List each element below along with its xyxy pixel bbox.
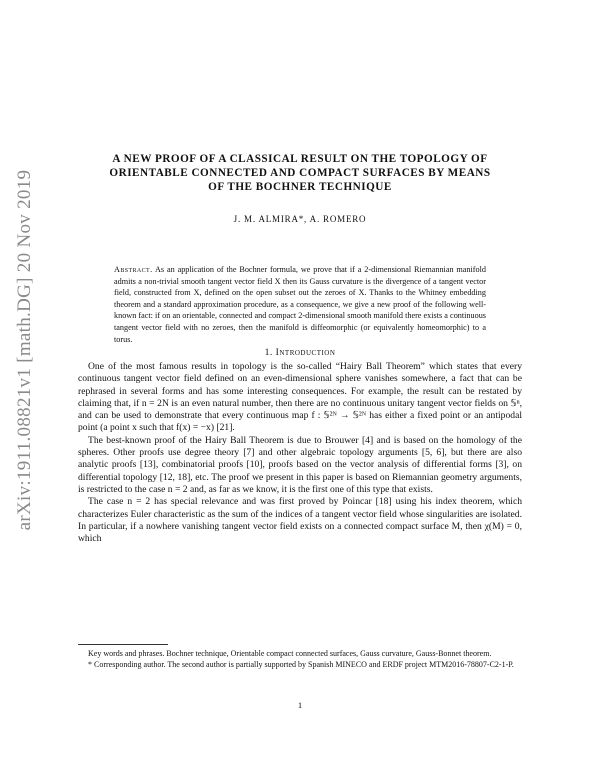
page-number: 1 bbox=[297, 700, 303, 710]
abstract-label: Abstract. bbox=[114, 265, 153, 274]
arxiv-identifier: arXiv:1911.08821v1 [math.DG] 20 Nov 2019 bbox=[14, 169, 35, 531]
authors: J. M. ALMIRA*, A. ROMERO bbox=[233, 214, 367, 224]
section-title: Introduction bbox=[275, 347, 336, 358]
footnote: * Corresponding author. The second author is partially supported by Spanish MINECO and ERDF project MTM2016-78807-C2-1-P. bbox=[88, 660, 514, 669]
paper-title bbox=[78, 152, 522, 194]
title-line: A NEW PROOF OF A CLASSICAL RESULT ON THE TOPOLOGY OF bbox=[112, 153, 488, 165]
abstract-text: As an application of the Bochner formula, we prove that if a 2-dimensional Riemannian manifold admits a non-trivial smooth tangent vector field X then its Gauss curvature is the divergence of a tangent vector field, constructed from X, defined on the open subset out the zeroes of X. Thanks to the Whitney embedding theorem and a standard approximation procedure, as a consequence, we give a new proof of the following well-known fact: if on an orientable, connected and compact 2-dimensional smooth manifold there exists a continuous tangent vector field with no zeroes, then the manifold is diffeomorphic (or equivalently homeomorphic) to a torus. bbox=[114, 265, 486, 344]
footnote-divider bbox=[78, 644, 168, 645]
body-text bbox=[78, 361, 522, 545]
arxiv-stamp bbox=[12, 170, 38, 530]
paragraph: The best-known proof of the Hairy Ball Theorem is due to Brouwer [4] and is based on the homology of the spheres. Other proofs use degree theory [7] and other algebraic topology arguments [5, 6], but there are also analytic proofs [13], combinatorial proofs [10], proofs based on the vector analysis of differential forms [3], on differential topology [12, 18], etc. The proof we present in this paper is based on Riemannian geometry arguments, is restricted to the case n = 2 and, as far as we know, it is the first one of this type that exists. bbox=[78, 434, 522, 495]
title-line: OF THE BOCHNER TECHNIQUE bbox=[208, 181, 392, 193]
title-line: ORIENTABLE CONNECTED AND COMPACT SURFACES BY MEANS bbox=[109, 167, 491, 179]
footnote: Key words and phrases. Bochner technique, Orientable compact connected surfaces, Gauss curvature, Gauss-Bonnet theorem. bbox=[88, 649, 492, 658]
section-number: 1. bbox=[264, 347, 273, 358]
abstract bbox=[114, 264, 486, 345]
section-heading bbox=[78, 347, 522, 358]
footnotes bbox=[78, 648, 522, 670]
paragraph: One of the most famous results in topology is the so-called “Hairy Ball Theorem” which states that every continuous tangent vector field defined on an even-dimensional sphere vanishes somewhere, a fact that can be rephrased in several forms and has some interesting consequences. For example, the result can be restated by claiming that, if n = 2N is an even natural number, then there are no continuous unitary tangent vector fields on 𝕊ⁿ, and can be used to demonstrate that every continuous map f : 𝕊²ᴺ → 𝕊²ᴺ has either a fixed point or an antipodal point (a point x such that f(x) = −x) [21]. bbox=[78, 361, 522, 434]
paragraph: The case n = 2 has special relevance and was first proved by Poincar [18] using his index theorem, which characterizes Euler characteristic as the sum of the indices of a tangent vector field whose singularities are isolated. In particular, if a nowhere vanishing tangent vector field exists on a connected compact surface M, then χ(M) = 0, which bbox=[78, 496, 522, 545]
